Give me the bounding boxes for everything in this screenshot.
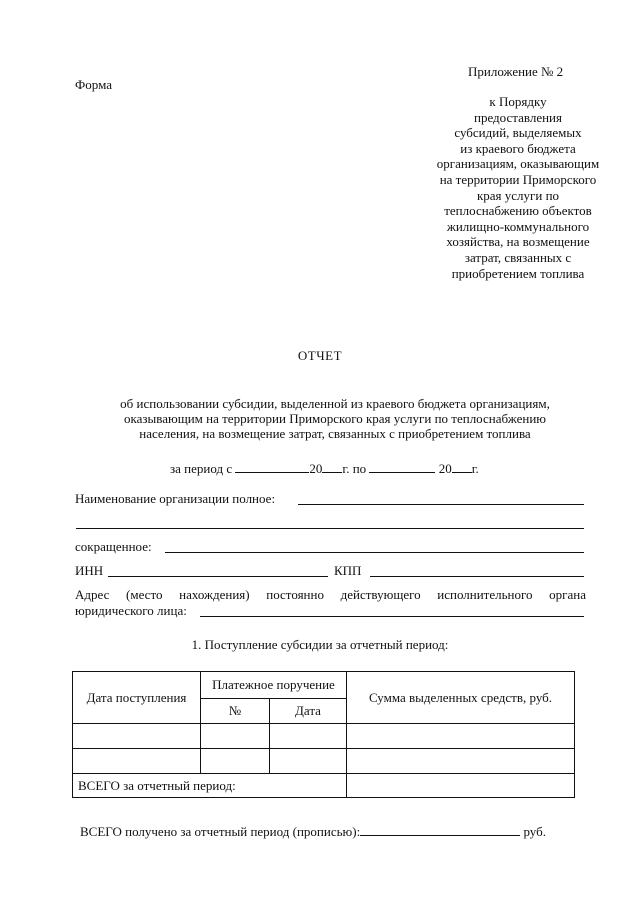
table-row [73, 749, 575, 774]
total-received-label: ВСЕГО получено за отчетный период (прописью): [80, 824, 361, 839]
total-label: ВСЕГО за отчетный период: [73, 774, 347, 798]
inn-label: ИНН [75, 563, 104, 578]
cell-receipt-date[interactable] [73, 749, 201, 774]
inn-field[interactable] [108, 576, 328, 577]
cell-amount[interactable] [347, 724, 575, 749]
short-name-label: сокращенное: [75, 539, 152, 554]
header-payment-order: Платежное поручение [201, 672, 347, 699]
report-title: ОТЧЕТ [297, 348, 343, 363]
total-received-line [80, 823, 546, 840]
reporting-period [170, 460, 479, 477]
full-name-field-continued[interactable] [76, 528, 584, 529]
appendix-line: к Порядку [489, 94, 547, 109]
total-received-words-field[interactable] [360, 823, 520, 836]
period-year-2: 20 [438, 461, 452, 476]
appendix-line: жилищно-коммунального [446, 218, 590, 234]
appendix-line: хозяйства, на возмещение [446, 234, 590, 250]
cell-amount[interactable] [347, 749, 575, 774]
header-receipt-date: Дата поступления [73, 672, 201, 724]
appendix-reference [425, 94, 611, 281]
appendix-line: субсидий, выделяемых [454, 125, 582, 141]
header-amount: Сумма выделенных средств, руб. [347, 672, 575, 724]
period-end-year-blank[interactable] [452, 460, 472, 473]
header-order-date: Дата [270, 699, 347, 724]
kpp-label: КПП [334, 563, 362, 578]
appendix-line: затрат, связанных с [464, 249, 572, 265]
currency-label: руб. [523, 824, 546, 839]
appendix-line: предоставления [474, 109, 562, 125]
cell-total-amount[interactable] [347, 774, 575, 798]
total-row [73, 774, 575, 798]
appendix-line: приобретением топлива [451, 265, 585, 281]
period-end-blank[interactable] [369, 460, 435, 473]
subtitle-line: оказывающим на территории Приморского края услуги по теплоснабжению [124, 411, 546, 427]
period-start-year-blank[interactable] [322, 460, 342, 473]
period-end: г. [471, 461, 479, 476]
appendix-line: теплоснабжению объектов [444, 203, 592, 219]
section-1-title: 1. Поступление субсидии за отчетный период: [191, 637, 449, 652]
table-row [73, 724, 575, 749]
appendix-line: края услуги по [476, 187, 560, 203]
report-subtitle [95, 396, 575, 442]
period-prefix: за период с [170, 461, 233, 476]
address-field[interactable] [200, 616, 584, 617]
cell-order-date[interactable] [270, 724, 347, 749]
subsidy-receipt-table [72, 671, 575, 798]
appendix-number: Приложение № 2 [468, 64, 564, 79]
cell-order-number[interactable] [201, 749, 270, 774]
full-name-field[interactable] [298, 504, 584, 505]
cell-receipt-date[interactable] [73, 724, 201, 749]
address-label: Адрес (место нахождения) постоянно действующего исполнительного органа [75, 587, 586, 602]
cell-order-number[interactable] [201, 724, 270, 749]
appendix-line: на территории Приморского [439, 171, 597, 187]
address-label-cont: юридического лица: [75, 603, 187, 618]
kpp-field[interactable] [370, 576, 584, 577]
appendix-line: организациям, оказывающим [436, 156, 600, 172]
header-order-number: № [201, 699, 270, 724]
period-mid: г. по [342, 461, 367, 476]
period-start-blank[interactable] [235, 460, 309, 473]
subtitle-line: населения, на возмещение затрат, связанных с приобретением топлива [139, 426, 531, 442]
cell-order-date[interactable] [270, 749, 347, 774]
appendix-line: из краевого бюджета [460, 140, 576, 156]
short-name-field[interactable] [165, 552, 584, 553]
full-name-label: Наименование организации полное: [75, 491, 276, 506]
period-year-1: 20 [309, 461, 323, 476]
form-label: Форма [75, 77, 112, 92]
subtitle-line: об использовании субсидии, выделенной из краевого бюджета организациям, [120, 396, 550, 411]
